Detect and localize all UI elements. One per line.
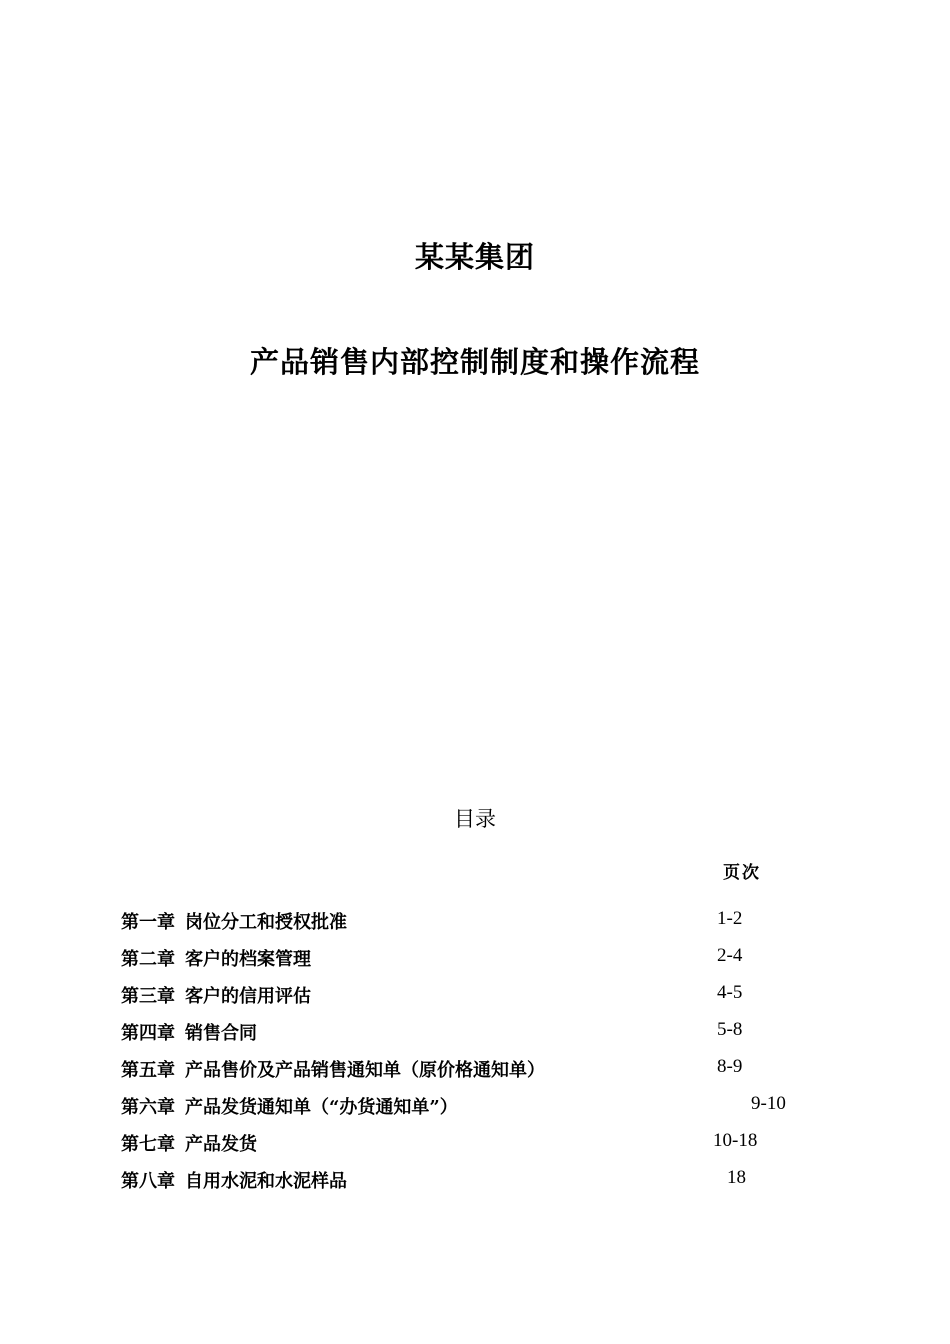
toc-entry-text (121, 1130, 257, 1156)
toc-chapter-title: 客户的信用评估 (185, 986, 311, 1007)
toc-chapter-title: 自用水泥和水泥样品 (185, 1171, 347, 1192)
toc-entry-text (121, 1093, 458, 1119)
toc-entry-chapter-8[interactable] (121, 1167, 841, 1204)
toc-chapter-number: 第六章 (121, 1097, 175, 1118)
toc-chapter-number: 第四章 (121, 1023, 175, 1044)
toc-chapter-title: 客户的档案管理 (185, 949, 311, 970)
toc-chapter-title: 销售合同 (185, 1023, 257, 1044)
toc-page-range: 2-4 (717, 945, 743, 966)
toc-page-range: 1-2 (717, 908, 743, 929)
toc-chapter-number: 第二章 (121, 949, 175, 970)
toc-page-range: 9-10 (751, 1093, 786, 1114)
toc-entry-chapter-4[interactable] (121, 1019, 841, 1056)
toc-entry-chapter-3[interactable] (121, 982, 841, 1019)
toc-chapter-title: 产品发货通知单（“办货通知单”） (185, 1097, 458, 1118)
toc-chapter-number: 第三章 (121, 986, 175, 1007)
toc-chapter-number: 第七章 (121, 1134, 175, 1155)
toc-entry-text (121, 1167, 347, 1193)
toc-page-range: 18 (727, 1167, 746, 1188)
toc-chapter-title: 岗位分工和授权批准 (185, 912, 347, 933)
toc-entry-chapter-2[interactable] (121, 945, 841, 982)
organization-title: 某某集团 (414, 240, 535, 274)
toc-chapter-number: 第一章 (121, 912, 175, 933)
toc-page-range: 10-18 (713, 1130, 758, 1151)
toc-page-range: 8-9 (717, 1056, 743, 1077)
toc-entry-text (121, 945, 311, 971)
toc-page-range: 4-5 (717, 982, 743, 1003)
toc-entry-text (121, 982, 311, 1008)
toc-entry-chapter-6[interactable] (121, 1093, 841, 1130)
toc-entry-text (121, 1019, 257, 1045)
toc-entry-chapter-5[interactable] (121, 1056, 841, 1093)
toc-entry-text (121, 1056, 545, 1082)
toc-entry-text (121, 908, 347, 934)
toc-chapter-title: 产品售价及产品销售通知单（原价格通知单） (185, 1060, 545, 1081)
toc-entry-chapter-7[interactable] (121, 1130, 841, 1167)
document-title: 产品销售内部控制制度和操作流程 (249, 345, 700, 379)
toc-chapter-title: 产品发货 (185, 1134, 257, 1155)
toc-heading: 目录 (454, 807, 496, 831)
table-of-contents (121, 908, 841, 1204)
toc-page-column-label: 页次 (723, 863, 761, 883)
toc-entry-chapter-1[interactable] (121, 908, 841, 945)
toc-chapter-number: 第八章 (121, 1171, 175, 1192)
toc-page-range: 5-8 (717, 1019, 743, 1040)
toc-chapter-number: 第五章 (121, 1060, 175, 1081)
